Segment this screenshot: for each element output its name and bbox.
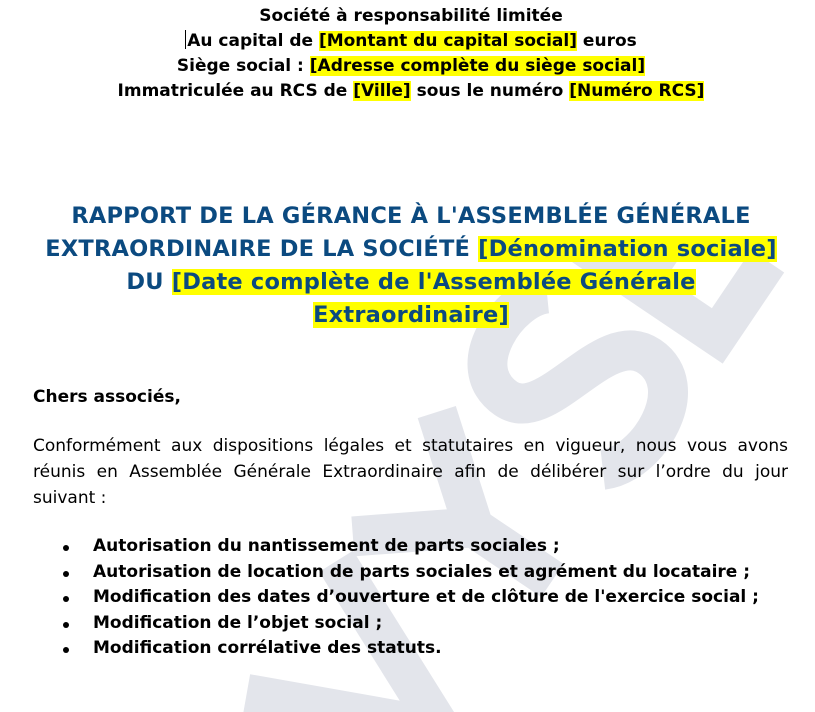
bullet-icon — [63, 545, 69, 551]
registered-office-prefix: Siège social : — [176, 56, 310, 76]
rcs-prefix: Immatriculée au RCS de — [117, 81, 354, 101]
agenda-item — [33, 611, 788, 637]
legal-form-line — [0, 4, 815, 29]
agenda-item — [33, 585, 788, 611]
greeting: Chers associés, — [33, 387, 181, 407]
registered-office-line — [0, 54, 815, 79]
agenda-item-text: Modification de l’objet social ; — [93, 612, 383, 633]
agenda-item-text: Autorisation du nantissement de parts sociales ; — [93, 536, 560, 556]
bullet-icon — [63, 622, 69, 628]
agenda-item-text: Modification des dates d’ouverture et de clôture de l'exercice social ; — [93, 587, 759, 607]
rcs-city-placeholder[interactable]: [Ville] — [353, 81, 411, 101]
capital-prefix: Au capital de — [187, 31, 319, 51]
capital-placeholder[interactable]: [Montant du capital social] — [318, 31, 578, 51]
agenda-item — [33, 534, 788, 560]
rcs-number-placeholder[interactable]: [Numéro RCS] — [569, 81, 705, 101]
agenda-item-text: Modification corrélative des statuts. — [93, 638, 442, 658]
agenda-item-text: Autorisation de location de parts sociales et agrément du locataire ; — [93, 561, 751, 582]
registered-office-placeholder[interactable]: [Adresse complète du siège social] — [309, 56, 646, 76]
title-middle: DU — [126, 269, 172, 295]
bullet-icon — [63, 571, 69, 577]
capital-suffix: euros — [577, 31, 637, 51]
rcs-middle: sous le numéro — [410, 81, 570, 101]
agenda-item — [33, 636, 788, 662]
rcs-line — [0, 79, 815, 104]
bullet-icon — [63, 596, 69, 602]
company-header — [0, 4, 815, 104]
report-title — [40, 200, 782, 332]
capital-line — [0, 29, 815, 54]
bullet-icon — [63, 647, 69, 653]
agenda-item — [33, 560, 788, 586]
title-line-1: RAPPORT DE LA GÉRANCE À L'ASSEMBLÉE GÉNÉRALE — [71, 203, 751, 229]
intro-paragraph: Conformément aux dispositions légales et statutaires en vigueur, nous vous avons réunis en Assemblée Générale Extraordinaire afin de délibérer sur l’ordre du jour suivant : — [33, 436, 788, 508]
agenda-list — [33, 534, 788, 662]
legal-form: Société à responsabilité limitée — [259, 6, 563, 26]
title-line-2-prefix: EXTRAORDINAIRE DE LA SOCIÉTÉ — [45, 236, 479, 262]
company-name-placeholder[interactable]: [Dénomination sociale] — [478, 236, 777, 262]
meeting-date-placeholder[interactable]: [Date complète de l'Assemblée Générale Extraordinaire] — [171, 269, 696, 328]
